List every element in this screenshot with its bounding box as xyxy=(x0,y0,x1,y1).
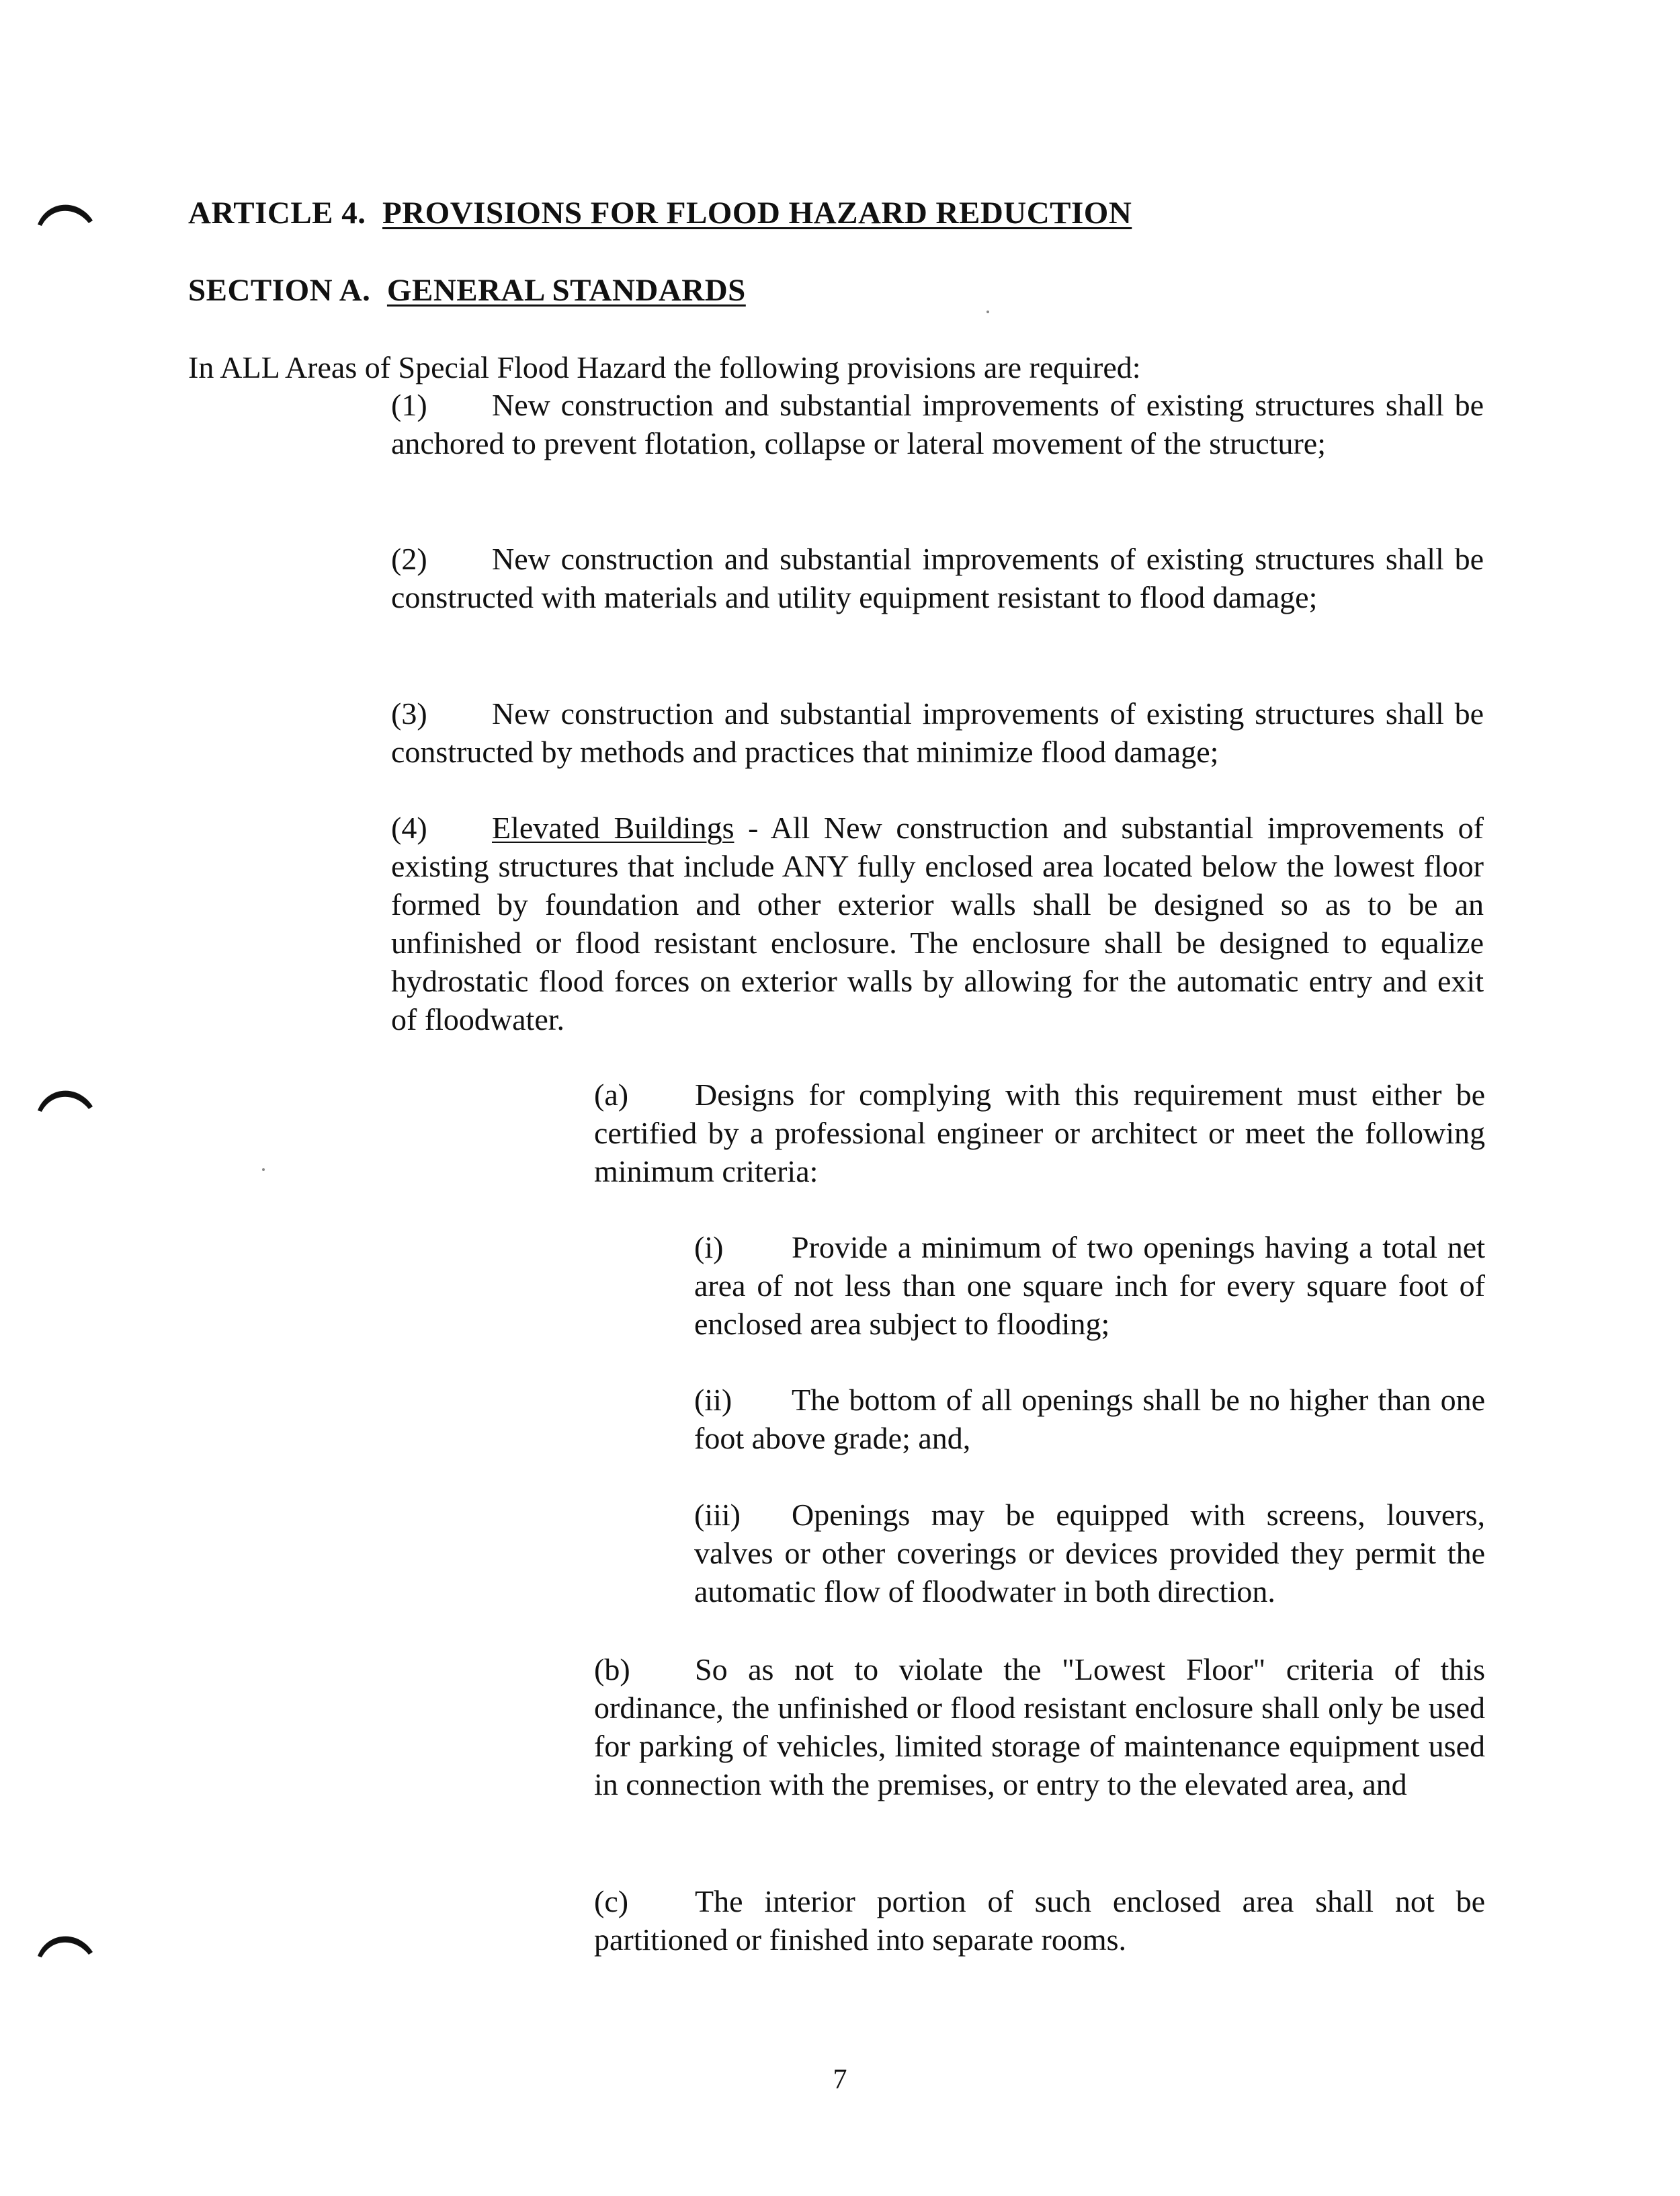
provision-item xyxy=(391,540,1484,616)
item-number: (1) xyxy=(391,388,427,422)
item-text: New construction and substantial improvements of existing structures shall be constructed with materials and utility equipment resistant to flood damage; xyxy=(391,542,1484,614)
item-text: - All New construction and substantial improvements of existing structures that include ANY fully enclosed area located below the lowest floor formed by foundation and other exterior walls shall be designed so as to be an unfinished or flood resistant enclosure. The enclosure shall be designed to equalize hydrostatic flood forces on exterior walls by allowing for the automatic entry and exit of floodwater. xyxy=(391,811,1484,1036)
sub-item-text: So as not to violate the "Lowest Floor" criteria of this ordinance, the unfinished or flood resistant enclosure shall only be used for parking of vehicles, limited storage of maintenance equipment used in connection with the premises, or entry to the elevated area, and xyxy=(594,1652,1485,1801)
scan-speck xyxy=(262,1168,265,1171)
provision-item xyxy=(391,386,1484,462)
sub-item-text: The interior portion of such enclosed area shall not be partitioned or finished into separate rooms. xyxy=(594,1884,1485,1957)
section-heading xyxy=(188,272,746,309)
punch-hole-mark xyxy=(35,196,95,227)
sub-item xyxy=(594,1075,1485,1190)
item-number: (3) xyxy=(391,696,427,731)
item-text: New construction and substantial improvements of existing structures shall be constructed by methods and practices that minimize flood damage; xyxy=(391,696,1484,769)
criteria-item xyxy=(694,1381,1485,1457)
section-title: GENERAL STANDARDS xyxy=(386,273,746,308)
criteria-item xyxy=(694,1496,1485,1611)
sub-item xyxy=(594,1882,1485,1959)
criteria-number: (i) xyxy=(694,1230,724,1264)
criteria-number: (iii) xyxy=(694,1498,741,1532)
punch-hole-mark xyxy=(35,1928,95,1959)
criteria-text: The bottom of all openings shall be no higher than one foot above grade; and, xyxy=(694,1383,1485,1455)
article-title: PROVISIONS FOR FLOOD HAZARD REDUCTION xyxy=(382,196,1132,231)
sub-item-number: (b) xyxy=(594,1652,630,1686)
section-label: SECTION A. xyxy=(188,273,371,308)
intro-text: In ALL Areas of Special Flood Hazard the following provisions are required: xyxy=(188,350,1141,384)
item-text: New construction and substantial improvements of existing structures shall be anchored to prevent flotation, collapse or lateral movement of the structure; xyxy=(391,388,1484,460)
sub-item xyxy=(594,1650,1485,1803)
item-number: (4) xyxy=(391,811,427,845)
provision-item-elevated-buildings xyxy=(391,809,1484,1039)
article-label: ARTICLE 4. xyxy=(188,196,366,231)
punch-hole-mark xyxy=(35,1082,95,1113)
criteria-number: (ii) xyxy=(694,1383,732,1417)
criteria-item xyxy=(694,1228,1485,1343)
provision-item xyxy=(391,694,1484,771)
criteria-text: Provide a minimum of two openings having a total net area of not less than one square inch for every square foot of enclosed area subject to flooding; xyxy=(694,1230,1485,1341)
item-number: (2) xyxy=(391,542,427,576)
scan-speck xyxy=(986,311,989,313)
sub-item-text: Designs for complying with this requirement must either be certified by a professional engineer or architect or meet the following minimum criteria: xyxy=(594,1077,1485,1188)
article-heading xyxy=(188,195,1132,231)
item-term: Elevated Buildings xyxy=(492,811,734,845)
page-number: 7 xyxy=(833,2064,847,2095)
sub-item-number: (c) xyxy=(594,1884,629,1918)
criteria-text: Openings may be equipped with screens, louvers, valves or other coverings or devices provided they permit the automatic flow of floodwater in both direction. xyxy=(694,1498,1485,1609)
sub-item-number: (a) xyxy=(594,1077,629,1112)
